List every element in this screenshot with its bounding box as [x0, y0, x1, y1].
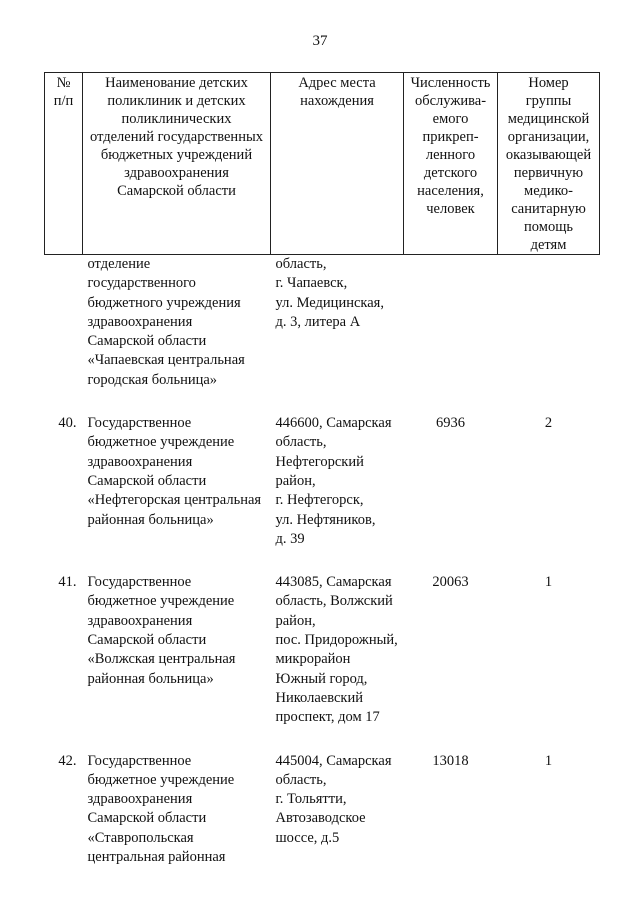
cell-line: область, [275, 434, 327, 451]
cell-line: Самарской области [87, 472, 207, 489]
cell-line: Нефтегорский [275, 453, 364, 470]
table-row [45, 549, 600, 727]
header-population [404, 73, 498, 255]
row-number: 42. [58, 752, 77, 769]
cell-line: Николаевский [275, 689, 363, 706]
cell-line: здравоохранения [87, 313, 193, 330]
cell-line: детского [423, 165, 478, 181]
cell-line: населения, [417, 183, 484, 199]
cell-line: районная больница» [87, 511, 214, 528]
cell-line: Государственное [87, 752, 192, 769]
row-population: 20063 [432, 574, 469, 591]
row-number [45, 255, 83, 391]
table-row [45, 390, 600, 549]
cell-line: пос. Придорожный, [275, 632, 398, 649]
table-row [45, 728, 600, 868]
cell-line: отделение [87, 256, 151, 272]
cell-line: Адрес места [298, 75, 376, 91]
header-name [83, 73, 271, 255]
row-group: 1 [544, 574, 553, 591]
cell-line: здравоохранения [87, 453, 193, 470]
cell-line: Государственное [87, 574, 192, 591]
cell-line: оказывающей [505, 147, 592, 163]
cell-line: «Волжская центральная [87, 651, 236, 668]
cell-line: обслужива- [414, 93, 487, 109]
cell-line: бюджетное учреждение [87, 593, 235, 610]
cell-line: микрорайон [275, 651, 351, 668]
cell-line: помощь [524, 219, 573, 235]
row-address [271, 255, 404, 391]
cell-line: бюджетное учреждение [87, 771, 235, 788]
cell-line: детям [530, 237, 567, 253]
cell-line: отделений государственных [90, 129, 263, 145]
header-address [271, 73, 404, 255]
row-name [83, 255, 271, 391]
cell-line: 446600, Самарская [275, 415, 392, 432]
cell-line: человек [426, 201, 475, 217]
row-population [404, 255, 498, 391]
table-row [45, 255, 600, 391]
cell-line: бюджетных учреждений [100, 147, 253, 163]
page-number: 37 [312, 33, 328, 49]
cell-line: нахождения [300, 93, 374, 109]
cell-line: медико- [524, 183, 573, 199]
cell-line: «Нефтегорская центральная [87, 492, 262, 509]
cell-line: Численность [410, 75, 491, 91]
cell-line: Самарской области [87, 810, 207, 827]
cell-line: районная больница» [87, 670, 214, 687]
cell-line: Самарской области [87, 333, 207, 350]
cell-line: здравоохранения [87, 612, 193, 629]
cell-line: бюджетное учреждение [87, 434, 235, 451]
cell-line: район, [275, 612, 316, 629]
cell-line: Автозаводское [275, 810, 366, 827]
cell-line: поликлинических [121, 111, 232, 127]
cell-line: ул. Медицинская, [275, 294, 384, 311]
cell-line: группы [525, 93, 572, 109]
row-name [83, 390, 271, 549]
cell-line: здравоохранения [87, 791, 193, 808]
row-population: 6936 [436, 415, 465, 432]
cell-line: емого [432, 111, 469, 127]
row-population: 13018 [432, 752, 469, 769]
row-group: 2 [544, 415, 553, 432]
header-number [45, 73, 83, 255]
cell-line: п/п [53, 93, 74, 109]
row-address [271, 390, 404, 549]
cell-line: ленного [425, 147, 476, 163]
row-address [271, 728, 404, 868]
row-number: 40. [58, 415, 77, 432]
cell-line: Самарской области [117, 183, 236, 199]
row-number: 41. [58, 574, 77, 591]
cell-line: д. 39 [275, 530, 305, 547]
cell-line: 445004, Самарская [275, 752, 392, 769]
cell-line: Южный город, [275, 670, 368, 687]
cell-line: район, [275, 472, 316, 489]
cell-line: здравоохранения [124, 165, 229, 181]
cell-line: организации, [507, 129, 590, 145]
cell-line: городская больница» [87, 371, 218, 388]
row-name [83, 549, 271, 727]
cell-line: г. Нефтегорск, [275, 492, 364, 509]
row-group: 1 [544, 752, 553, 769]
medical-organizations-table [44, 72, 600, 867]
cell-line: область, Волжский [275, 593, 393, 610]
cell-line: центральная районная [87, 849, 226, 866]
cell-line: «Ставропольская [87, 829, 194, 846]
cell-line: область, [275, 771, 327, 788]
row-address [271, 549, 404, 727]
cell-line: область, [275, 256, 327, 272]
cell-line: первичную [513, 165, 584, 181]
row-group [498, 255, 600, 391]
cell-line: 443085, Самарская [275, 574, 392, 591]
cell-line: Государственное [87, 415, 192, 432]
cell-line: № [56, 75, 71, 91]
cell-line: поликлиник и детских [107, 93, 246, 109]
cell-line: шоссе, д.5 [275, 829, 340, 846]
cell-line: санитарную [511, 201, 586, 217]
cell-line: ул. Нефтяников, [275, 511, 376, 528]
table-header-row [45, 73, 600, 255]
cell-line: Самарской области [87, 632, 207, 649]
cell-line: прикреп- [422, 129, 479, 145]
cell-line: проспект, дом 17 [275, 709, 380, 726]
cell-line: Наименование детских [105, 75, 248, 91]
header-group [498, 73, 600, 255]
cell-line: г. Чапаевск, [275, 275, 348, 292]
cell-line: медицинской [507, 111, 590, 127]
cell-line: Номер [528, 75, 569, 91]
cell-line: государственного [87, 275, 196, 292]
cell-line: «Чапаевская центральная [87, 352, 245, 369]
cell-line: г. Тольятти, [275, 791, 347, 808]
row-name [83, 728, 271, 868]
cell-line: бюджетного учреждения [87, 294, 241, 311]
cell-line: д. 3, литера А [275, 313, 361, 330]
